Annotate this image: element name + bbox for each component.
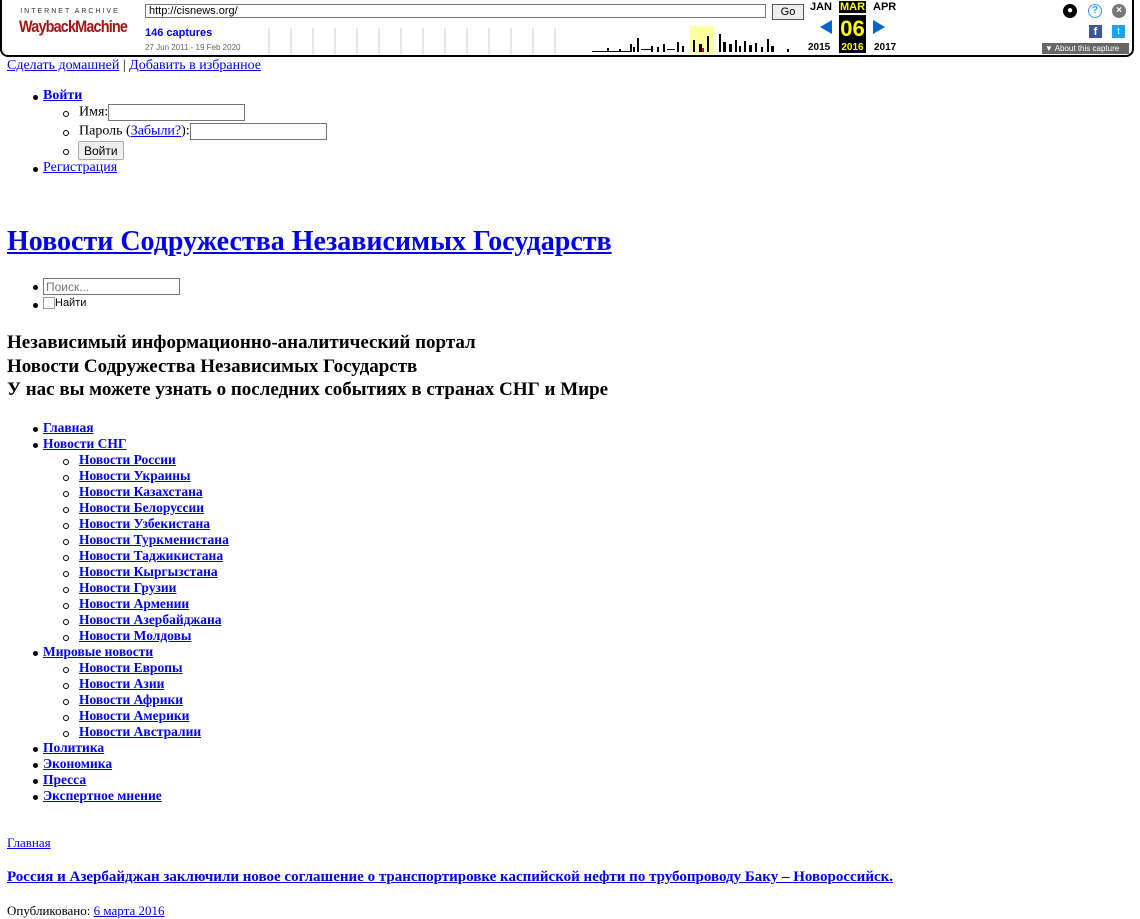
bullet bbox=[63, 111, 69, 117]
wayback-go-button[interactable]: Go bbox=[772, 4, 804, 20]
bullet bbox=[63, 587, 69, 593]
bullet bbox=[33, 303, 38, 308]
facebook-icon[interactable]: f bbox=[1089, 25, 1102, 38]
bullet bbox=[63, 459, 69, 465]
bullet bbox=[63, 667, 69, 673]
published-date-link[interactable]: 6 марта 2016 bbox=[93, 903, 165, 918]
month-prev[interactable]: JAN bbox=[810, 1, 833, 13]
nav-cis-link[interactable]: Новости СНГ bbox=[43, 436, 127, 451]
search-button-label: Найти bbox=[55, 297, 87, 309]
search-button[interactable] bbox=[43, 297, 86, 309]
wayback-toolbar bbox=[0, 0, 1134, 57]
password-label-post: ): bbox=[181, 123, 190, 139]
nav-cis-item-link[interactable]: Новости Таджикистана bbox=[79, 548, 224, 563]
tagline-1: Независимый информационно-аналитический портал bbox=[7, 332, 476, 353]
nav-cis-item-link[interactable]: Новости Туркменистана bbox=[79, 532, 229, 547]
capture-range: 27 Jun 2011 - 19 Feb 2020 bbox=[145, 43, 241, 52]
password-label-pre: Пароль ( bbox=[79, 123, 131, 139]
nav-cis-item-link[interactable]: Новости России bbox=[79, 452, 176, 467]
bullet bbox=[63, 149, 69, 155]
bullet bbox=[63, 635, 69, 641]
nav-world-item-link[interactable]: Новости Австралии bbox=[79, 724, 202, 739]
tagline-2: Новости Содружества Независимых Государств bbox=[7, 356, 418, 377]
captures-link[interactable]: 146 captures bbox=[145, 27, 213, 39]
bullet bbox=[63, 539, 69, 545]
register-link[interactable]: Регистрация bbox=[43, 160, 118, 175]
nav-cis-item-link[interactable]: Новости Грузии bbox=[79, 580, 177, 595]
bullet bbox=[33, 95, 38, 100]
bullet bbox=[63, 731, 69, 737]
login-password-row bbox=[79, 123, 327, 140]
bullet bbox=[33, 427, 38, 432]
login-name-input[interactable] bbox=[108, 104, 245, 121]
wayback-logo[interactable] bbox=[10, 4, 130, 48]
breadcrumb[interactable]: Главная bbox=[7, 835, 51, 850]
bullet bbox=[33, 651, 38, 656]
site-title-link[interactable]: Новости Содружества Независимых Государств bbox=[7, 226, 612, 257]
bullet bbox=[63, 523, 69, 529]
next-capture-arrow-icon[interactable] bbox=[873, 20, 885, 34]
name-label: Имя: bbox=[79, 104, 109, 120]
user-icon[interactable]: ● bbox=[1063, 4, 1077, 18]
help-icon[interactable]: ? bbox=[1088, 4, 1102, 18]
bullet bbox=[33, 795, 38, 800]
site-title bbox=[7, 226, 612, 258]
published-label: Опубликовано: bbox=[7, 903, 91, 918]
top-links bbox=[7, 58, 261, 74]
top-links-separator: | bbox=[122, 58, 126, 73]
login-name-row bbox=[79, 104, 245, 121]
nav-world-item-link[interactable]: Новости Африки bbox=[79, 692, 184, 707]
capture-sparkline[interactable] bbox=[247, 22, 802, 54]
year-next[interactable]: 2017 bbox=[874, 42, 897, 53]
wayback-url-input[interactable] bbox=[145, 4, 766, 18]
bullet bbox=[33, 167, 38, 172]
year-prev[interactable]: 2015 bbox=[808, 42, 831, 53]
logo-wayback-text: WaybackMachine bbox=[19, 17, 128, 36]
capture-day: 06 bbox=[840, 16, 865, 41]
nav-world-item-link[interactable]: Новости Америки bbox=[79, 708, 190, 723]
nav-cis-item-link[interactable]: Новости Молдовы bbox=[79, 628, 192, 643]
nav-world-item-link[interactable]: Новости Азии bbox=[79, 676, 165, 691]
nav-cis-item-link[interactable]: Новости Узбекистана bbox=[79, 516, 211, 531]
login-submit-button[interactable]: Войти bbox=[78, 141, 124, 160]
bullet bbox=[33, 443, 38, 448]
close-icon[interactable]: × bbox=[1112, 4, 1126, 18]
nav-economy-link[interactable]: Экономика bbox=[43, 756, 113, 771]
make-homepage-link[interactable]: Сделать домашней bbox=[7, 58, 120, 73]
bullet bbox=[63, 507, 69, 513]
login-password-input[interactable] bbox=[190, 123, 327, 140]
bullet bbox=[63, 475, 69, 481]
bullet bbox=[63, 715, 69, 721]
nav-home-link[interactable]: Главная bbox=[43, 420, 94, 435]
bullet bbox=[63, 571, 69, 577]
tagline-3: У нас вы можете узнать о последних событиях в странах СНГ и Мире bbox=[7, 379, 609, 400]
nav-cis-item-link[interactable]: Новости Белоруссии bbox=[79, 500, 205, 515]
bullet bbox=[33, 285, 38, 290]
month-next[interactable]: APR bbox=[873, 1, 897, 13]
nav-world-link[interactable]: Мировые новости bbox=[43, 644, 154, 659]
nav-politics-link[interactable]: Политика bbox=[43, 740, 105, 755]
broken-image-icon bbox=[43, 297, 55, 309]
bullet bbox=[63, 491, 69, 497]
forgot-password-link[interactable]: Забыли? bbox=[130, 123, 182, 139]
bullet bbox=[33, 747, 38, 752]
month-current: MAR bbox=[839, 1, 866, 13]
year-current: 2016 bbox=[839, 42, 866, 53]
nav-cis-item-link[interactable]: Новости Армении bbox=[79, 596, 190, 611]
bullet bbox=[63, 619, 69, 625]
nav-cis-item-link[interactable]: Новости Казахстана bbox=[79, 484, 203, 499]
prev-capture-arrow-icon[interactable] bbox=[820, 20, 832, 34]
logo-internet-archive-text: INTERNET ARCHIVE bbox=[20, 8, 120, 15]
bullet bbox=[33, 779, 38, 784]
nav-expert-link[interactable]: Экспертное мнение bbox=[43, 788, 162, 803]
nav-cis-item-link[interactable]: Новости Украины bbox=[79, 468, 191, 483]
twitter-icon[interactable]: t bbox=[1112, 25, 1125, 38]
bullet bbox=[63, 699, 69, 705]
add-favorites-link[interactable]: Добавить в избранное bbox=[129, 58, 261, 73]
article-title-link[interactable]: Россия и Азербайджан заключили новое соглашение о транспортировке каспийской нефти по трубопроводу Баку – Новороссийск. bbox=[7, 869, 894, 885]
bullet bbox=[63, 683, 69, 689]
bullet bbox=[63, 603, 69, 609]
article-meta bbox=[7, 903, 164, 919]
nav-press-link[interactable]: Пресса bbox=[43, 772, 87, 787]
login-link[interactable]: Войти bbox=[43, 88, 83, 103]
nav-cis-item-link[interactable]: Новости Азербайджана bbox=[79, 612, 222, 627]
bullet bbox=[63, 555, 69, 561]
nav-world-item-link[interactable]: Новости Европы bbox=[79, 660, 183, 675]
bullet bbox=[33, 763, 38, 768]
about-capture-button[interactable]: ▼ About this capture bbox=[1042, 43, 1129, 54]
search-input[interactable] bbox=[43, 278, 180, 295]
bullet bbox=[63, 130, 69, 136]
nav-cis-item-link[interactable]: Новости Кыргызстана bbox=[79, 564, 218, 579]
